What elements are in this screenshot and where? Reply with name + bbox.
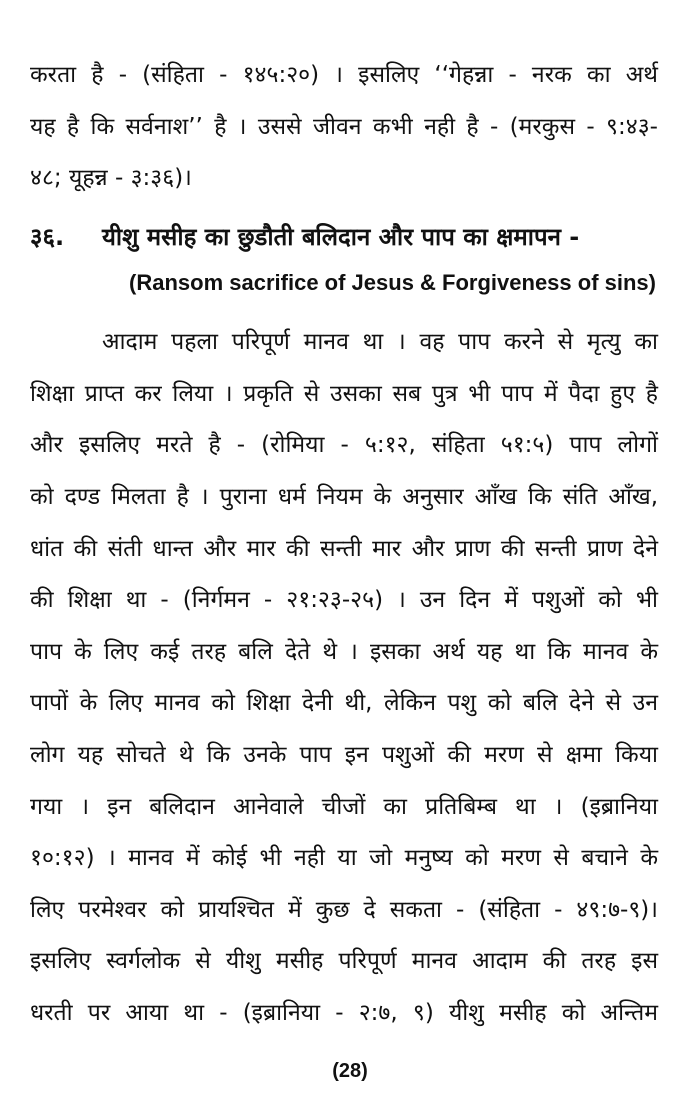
page-number: (28) bbox=[332, 1060, 368, 1082]
body-line-2: शिक्षा प्राप्त कर लिया । प्रकृति से उसका सब पुत्र भी पाप में पैदा हुए है bbox=[30, 381, 658, 407]
body-line-6: की शिक्षा था - (निर्गमन - २१:२३-२५) । उन दिन में पशुओं को भी bbox=[30, 587, 658, 613]
body-line-10: गया । इन बलिदान आनेवाले चीजों का प्रतिबिम्ब था । (इब्रानिया bbox=[30, 794, 658, 820]
body-line-12: लिए परमेश्वर को प्रायश्चित में कुछ दे सकता - (संहिता - ४९:७-९)। bbox=[30, 897, 658, 923]
body-line-14: धरती पर आया था - (इब्रानिया - २:७, ९) यीशु मसीह को अन्तिम bbox=[30, 1000, 658, 1026]
body-line-7: पाप के लिए कई तरह बलि देते थे । इसका अर्थ यह था कि मानव के bbox=[30, 639, 658, 665]
intro-line-3: ४८; यूहन्न - ३:३६)। bbox=[30, 165, 192, 191]
body-line-9: लोग यह सोचते थे कि उनके पाप इन पशुओं की मरण से क्षमा किया bbox=[30, 742, 658, 768]
section-subtitle: (Ransom sacrifice of Jesus & Forgiveness of sins) bbox=[129, 270, 656, 295]
body-line-8: पापों के लिए मानव को शिक्षा देनी थी, लेकिन पशु को बलि देने से उन bbox=[30, 690, 658, 716]
body-line-3: और इसलिए मरते है - (रोमिया - ५:१२, संहिता ५१:५) पाप लोगों bbox=[30, 432, 658, 458]
section-title: यीशु मसीह का छुडौती बलिदान और पाप का क्षमापन - bbox=[102, 223, 580, 251]
body-line-11: १०:१२) । मानव में कोई भी नही या जो मनुष्य को मरण से बचाने के bbox=[30, 845, 658, 871]
body-line-4: को दण्ड मिलता है । पुराना धर्म नियम के अनुसार आँख कि संति आँख, bbox=[30, 484, 658, 510]
intro-line-1: करता है - (संहिता - १४५:२०) । इसलिए ‘‘गेहन्ना - नरक का अर्थ bbox=[30, 62, 658, 88]
section-number: ३६. bbox=[30, 223, 65, 251]
body-line-5: धांत की संती धान्त और मार की सन्ती मार और प्राण की सन्ती प्राण देने bbox=[30, 536, 658, 562]
intro-line-2: यह है कि सर्वनाश’’ है । उससे जीवन कभी नही है - (मरकुस - ९:४३- bbox=[30, 114, 658, 140]
body-line-13: इसलिए स्वर्गलोक से यीशु मसीह परिपूर्ण मानव आदाम की तरह इस bbox=[30, 948, 658, 974]
body-line-1: आदाम पहला परिपूर्ण मानव था । वह पाप करने से मृत्यु का bbox=[102, 329, 658, 355]
section-heading bbox=[30, 222, 658, 252]
